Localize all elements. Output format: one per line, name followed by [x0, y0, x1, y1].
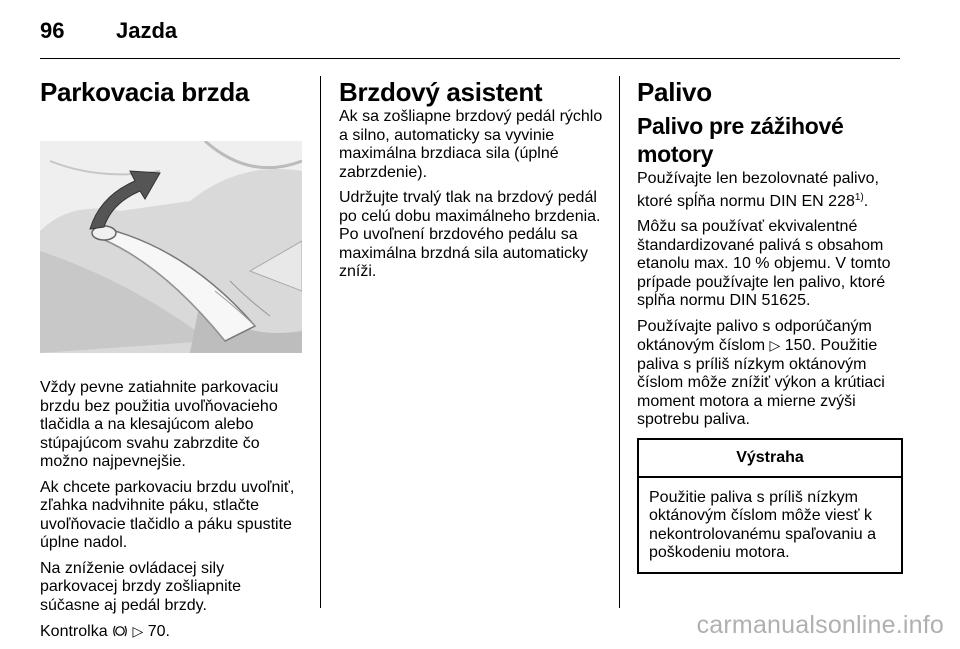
parking-brake-illustration	[40, 141, 302, 353]
warning-text: Použitie paliva s príliš nízkym oktánovým číslom môže viesť k nekontrolovanému spaľovaniu a poškodeniu motora.	[649, 488, 877, 561]
kontrolka-label: Kontrolka	[40, 623, 108, 640]
paragraph: Ak chcete parkovaciu brzdu uvoľniť, zľahka nadvihnite páku, stlačte uvoľňovacie tlačidlo a páku spustite úplne nadol.	[40, 478, 295, 551]
heading-fuel: Palivo	[637, 77, 712, 107]
running-section-title: Jazda	[116, 18, 178, 43]
reference-arrow-icon: ▷	[769, 337, 781, 353]
octane-text-cont: 150. Použitie paliva s príliš nízkym oktánovým číslom môže znížiť výkon a krútiaci moment motora a mierne zvýši spotrebu paliva.	[637, 337, 885, 428]
page-header	[40, 14, 920, 54]
kontrolka-page-ref: 70.	[147, 623, 170, 640]
header-divider	[40, 58, 900, 59]
kontrolka-line	[40, 622, 304, 642]
fuel-norm-end: .	[863, 192, 869, 210]
warning-title: Výstraha	[639, 440, 901, 478]
paragraph: Ak sa zošliapne brzdový pedál rýchlo a silno, automaticky sa vyvinie maximálna brzdiaca sila (úplné zabrzdenie).	[339, 108, 603, 181]
warning-box	[637, 438, 903, 574]
right-column	[637, 76, 903, 574]
middle-column	[339, 76, 605, 289]
paragraph: Vždy pevne zatiahnite parkovaciu brzdu bez použitia uvoľňovacieho tlačidla a na klesajúcom alebo stúpajúcom svahu zabrzdite čo možno najpevnejšie.	[40, 379, 279, 470]
paragraph	[637, 170, 903, 211]
paragraph: Udržujte trvalý tlak na brzdový pedál po celú dobu maximálneho brzdenia. Po uvoľnení brzdového pedálu sa maximálna brzdná sila automaticky zníži.	[339, 189, 601, 280]
heading-parking-brake: Parkovacia brzda	[40, 77, 250, 107]
footnote-marker: 1)	[854, 191, 864, 203]
brake-warning-lamp-icon	[112, 624, 128, 638]
column-divider-right	[619, 76, 620, 608]
column-divider-left	[320, 76, 321, 608]
paragraph: Môžu sa používať ekvivalentné štandardizované palivá s obsahom etanolu max. 10 % objemu. V tomto prípade používajte len palivo, ktoré spĺňa normu DIN 51625.	[637, 218, 891, 309]
reference-arrow-icon: ▷	[132, 623, 144, 639]
octane-text: Používajte palivo s odporúčaným oktánovým číslom	[637, 317, 872, 354]
paragraph	[637, 318, 903, 430]
left-column	[40, 76, 304, 649]
fuel-norm-text: Používajte len bezolovnaté palivo, ktoré spĺňa normu DIN EN 228	[637, 170, 879, 210]
heading-brake-assist: Brzdový asistent	[339, 77, 543, 107]
watermark: carmanualsonline.info	[696, 611, 944, 639]
page-number: 96	[40, 18, 65, 43]
warning-body	[639, 478, 901, 572]
subheading-petrol-engines: Palivo pre zážihové motory	[637, 113, 844, 167]
paragraph: Na zníženie ovládacej sily parkovacej brzdy zošliapnite súčasne aj pedál brzdy.	[40, 559, 241, 614]
